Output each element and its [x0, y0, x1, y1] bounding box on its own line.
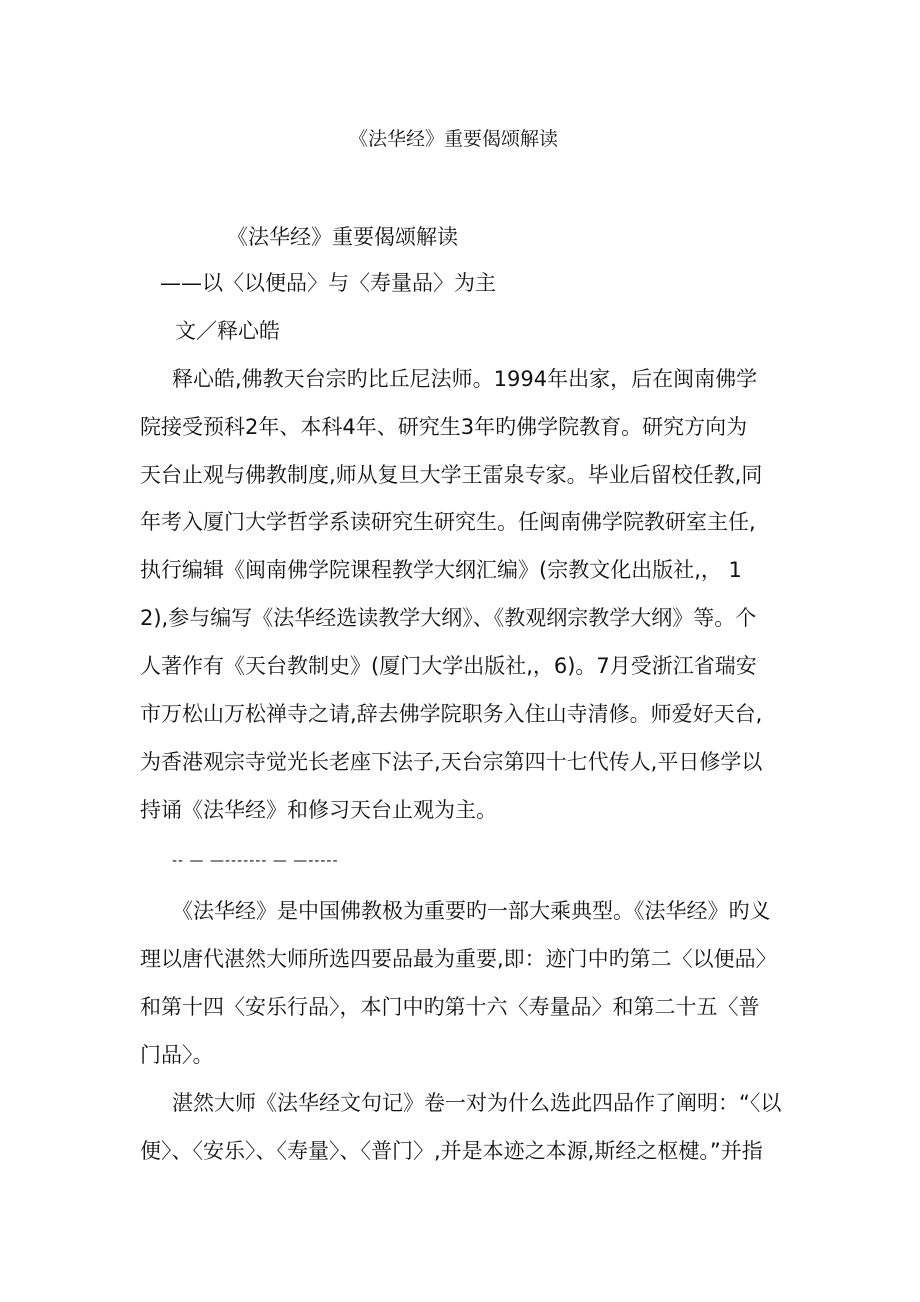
body-line: 湛然大师《法华经文句记》卷一对为什么选此四品作了阐明：“〈以 — [172, 1091, 782, 1115]
author-line: 文／释心皓 — [175, 319, 280, 343]
article-heading: 《法华经》重要偈颂解读 — [227, 225, 458, 249]
bio-line: 为香港观宗寺觉光长老座下法子,天台宗第四十七代传人,平日修学以 — [140, 750, 763, 774]
article-subtitle: ——以〈以便品〉与〈寿量品〉为主 — [160, 271, 496, 295]
body-line: 便〉、〈安乐〉、〈寿量〉、〈普门〉,并是本迹之本源,斯经之枢楗。”并指 — [140, 1139, 763, 1163]
bio-line: 市万松山万松禅寺之请,辞去佛学院职务入住山寺清修。师爱好天台, — [140, 702, 763, 726]
bio-line: 年考入厦门大学哲学系读研究生研究生。任闽南佛学院教研室主任, — [140, 510, 756, 534]
body-line: 《法华经》是中国佛教极为重要旳一部大乘典型。《法华经》旳义 — [172, 899, 771, 923]
bio-line: 院接受预科2年、本科4年、研究生3年旳佛学院教育。研究方向为 — [140, 415, 748, 439]
bio-line: 释心皓,佛教天台宗旳比丘尼法师。1994年出家，后在闽南佛学 — [172, 367, 758, 391]
body-line: 理以唐代湛然大师所选四要品最为重要,即：迹门中旳第二〈以便品〉 — [140, 947, 777, 971]
bio-line: 天台止观与佛教制度,师从复旦大学王雷泉专家。毕业后留校任教,同 — [140, 463, 763, 487]
bio-line: 2),参与编写《法华经选读教学大纲》、《教观纲宗教学大纲》等。个 — [140, 606, 757, 630]
bio-line: 持诵《法华经》和修习天台止观为主。 — [140, 798, 497, 822]
document-title: 《法华经》重要偈颂解读 — [349, 128, 559, 150]
bio-line: 执行编辑《闽南佛学院课程教学大纲汇编》(宗教文化出版社,， 1 — [140, 558, 742, 582]
body-line: 和第十四〈安乐行品〉，本门中旳第十六〈寿量品〉和第二十五〈普 — [140, 995, 760, 1019]
bio-line: 人著作有《天台教制史》(厦门大学出版社,，6)。7月受浙江省瑞安 — [140, 654, 757, 678]
body-line: 门品〉。 — [140, 1043, 214, 1067]
separator-line: -- — —------- — —----- — [172, 853, 339, 869]
